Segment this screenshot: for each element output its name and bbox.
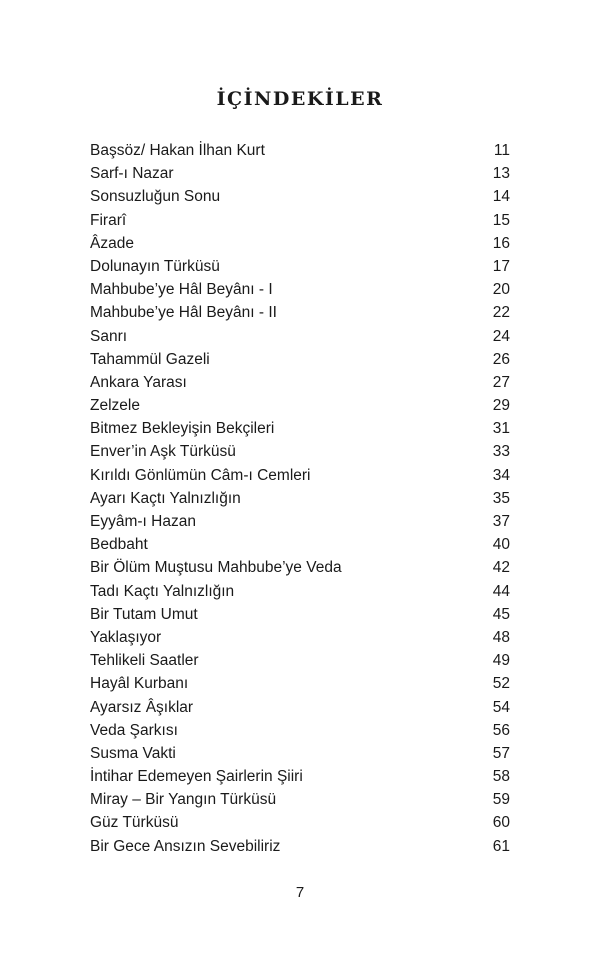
toc-entry-title: Bir Tutam Umut — [90, 605, 198, 623]
toc-entry-page: 31 — [492, 420, 510, 438]
toc-entry-title: Tehlikeli Saatler — [90, 652, 199, 670]
toc-entry — [90, 278, 510, 301]
toc-entry-title: Miray – Bir Yangın Türküsü — [90, 791, 277, 809]
toc-entry — [90, 510, 510, 533]
toc-entry — [90, 788, 510, 811]
toc-entry-title: İntihar Edemeyen Şairlerin Şiiri — [90, 768, 303, 786]
toc-entry-title: Ayarsız Âşıklar — [90, 698, 194, 716]
toc-entry-title: Firarî — [90, 211, 127, 229]
toc-entry-page: 17 — [492, 257, 510, 275]
toc-entry-title: Başsöz/ Hakan İlhan Kurt — [90, 142, 265, 159]
toc-entry-page: 14 — [492, 188, 510, 206]
toc-entry-page: 24 — [492, 327, 510, 345]
toc-entry-page: 33 — [492, 443, 510, 461]
toc-entry — [90, 417, 510, 440]
toc-entry — [90, 162, 510, 185]
toc-entry-page: 42 — [492, 559, 510, 577]
toc-entry — [90, 742, 510, 765]
toc-entry-page: 22 — [492, 304, 510, 322]
toc-entry-page: 37 — [492, 513, 510, 530]
toc-entry-page: 15 — [492, 211, 510, 229]
toc-entry — [90, 209, 510, 232]
toc-entry-page: 49 — [492, 652, 510, 670]
toc-entry-title: Güz Türküsü — [90, 814, 179, 832]
table-of-contents — [90, 139, 510, 858]
toc-entry-page: 27 — [492, 373, 510, 391]
toc-entry — [90, 811, 510, 834]
toc-entry — [90, 765, 510, 788]
toc-entry-page: 45 — [492, 605, 510, 623]
toc-entry-page: 20 — [492, 281, 510, 299]
toc-entry-page: 56 — [492, 721, 510, 739]
toc-entry-page: 29 — [492, 397, 510, 415]
toc-entry — [90, 440, 510, 463]
toc-entry — [90, 464, 510, 487]
toc-entry-page: 16 — [492, 234, 510, 252]
toc-entry-page: 11 — [493, 142, 510, 159]
toc-entry — [90, 649, 510, 672]
toc-entry — [90, 232, 510, 255]
toc-entry-title: Âzade — [90, 234, 134, 252]
toc-entry-page: 60 — [492, 814, 510, 832]
toc-entry-title: Bitmez Bekleyişin Bekçileri — [90, 420, 275, 438]
toc-entry-title: Yaklaşıyor — [90, 628, 162, 646]
toc-entry — [90, 719, 510, 742]
toc-entry-title: Kırıldı Gönlümün Câm-ı Cemleri — [90, 466, 311, 484]
toc-entry — [90, 185, 510, 208]
toc-entry — [90, 580, 510, 603]
toc-entry — [90, 672, 510, 695]
toc-entry — [90, 487, 510, 510]
toc-entry-page: 13 — [492, 165, 510, 183]
page-number: 7 — [295, 884, 305, 901]
toc-entry — [90, 556, 510, 579]
toc-entry — [90, 348, 510, 371]
toc-entry — [90, 371, 510, 394]
toc-entry-title: Zelzele — [90, 397, 140, 415]
toc-entry-page: 26 — [492, 350, 510, 368]
toc-entry-page: 44 — [492, 582, 510, 600]
toc-entry-title: Enver’in Aşk Türküsü — [90, 443, 236, 461]
toc-entry-page: 34 — [492, 466, 510, 484]
toc-entry — [90, 533, 510, 556]
toc-entry-title: Dolunayın Türküsü — [90, 257, 220, 275]
toc-entry-page: 40 — [492, 536, 510, 554]
toc-entry-title: Veda Şarkısı — [90, 721, 178, 739]
toc-entry-title: Hayâl Kurbanı — [90, 675, 189, 693]
toc-entry-title: Ayarı Kaçtı Yalnızlığın — [90, 489, 241, 507]
toc-entry — [90, 394, 510, 417]
page-title: İÇİNDEKİLER — [216, 88, 384, 110]
toc-entry-title: Susma Vakti — [90, 744, 176, 762]
toc-entry-page: 59 — [492, 791, 510, 809]
toc-entry-page: 35 — [492, 489, 510, 507]
toc-entry-title: Bedbaht — [90, 536, 148, 554]
toc-entry — [90, 835, 510, 858]
toc-entry-title: Sonsuzluğun Sonu — [90, 188, 221, 206]
toc-entry-page: 61 — [492, 837, 510, 855]
toc-entry — [90, 603, 510, 626]
toc-entry-title: Mahbube’ye Hâl Beyânı - I — [90, 281, 273, 299]
toc-entry-page: 58 — [492, 768, 510, 786]
toc-entry — [90, 696, 510, 719]
toc-entry-page: 57 — [492, 744, 510, 762]
toc-entry-title: Tadı Kaçtı Yalnızlığın — [90, 582, 235, 600]
toc-entry-page: 52 — [492, 675, 510, 693]
toc-entry-page: 48 — [492, 628, 510, 646]
toc-entry — [90, 255, 510, 278]
toc-entry-title: Sanrı — [90, 327, 128, 345]
toc-entry-title: Tahammül Gazeli — [90, 350, 210, 368]
toc-entry-title: Mahbube’ye Hâl Beyânı - II — [90, 304, 277, 322]
toc-entry-page: 54 — [492, 698, 510, 716]
toc-entry — [90, 301, 510, 324]
toc-entry-title: Ankara Yarası — [90, 373, 187, 391]
toc-entry-title: Bir Gece Ansızın Sevebiliriz — [90, 837, 281, 855]
toc-entry-title: Sarf-ı Nazar — [90, 165, 174, 183]
toc-entry — [90, 325, 510, 348]
toc-entry — [90, 626, 510, 649]
toc-entry — [90, 139, 510, 162]
toc-entry-title: Eyyâm-ı Hazan — [90, 513, 196, 530]
toc-entry-title: Bir Ölüm Muştusu Mahbube’ye Veda — [90, 559, 342, 577]
